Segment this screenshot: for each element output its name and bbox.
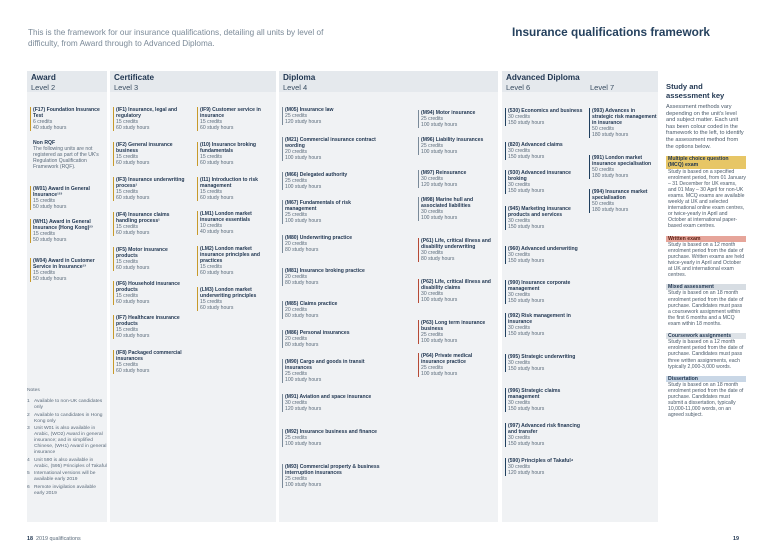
non-rqf-title: Non RQF xyxy=(33,140,56,146)
unit-hours: 100 study hours xyxy=(421,297,458,304)
unit-m80 xyxy=(282,235,382,253)
unit-credits: 20 credits xyxy=(285,241,308,248)
unit-name: (M92) Insurance business and finance xyxy=(285,429,377,435)
unit-credits: 15 credits xyxy=(116,119,139,126)
unit-credits: 25 credits xyxy=(285,476,308,483)
unit-if2 xyxy=(113,142,189,166)
unit-992 xyxy=(505,313,583,337)
unit-820 xyxy=(505,142,583,160)
unit-credits: 50 credits xyxy=(592,201,615,208)
unit-name: (IF4) Insurance claims handling process¹ xyxy=(116,212,170,225)
unit-hours: 120 study hours xyxy=(508,470,545,477)
unit-lm2 xyxy=(197,246,273,276)
unit-hours: 120 study hours xyxy=(421,182,458,189)
unit-hours: 40 study hours xyxy=(200,229,234,236)
unit-name: (IF8) Packaged commercial insurances xyxy=(116,350,182,363)
unit-993 xyxy=(589,108,657,138)
note-item xyxy=(27,399,107,411)
award-level: Level 2 xyxy=(31,83,56,92)
unit-hours: 60 study hours xyxy=(200,160,234,167)
unit-credits: 15 credits xyxy=(116,224,139,231)
unit-credits: 20 credits xyxy=(285,336,308,343)
unit-name: (IF7) Healthcare insurance products xyxy=(116,315,180,328)
unit-credits: 30 credits xyxy=(508,148,531,155)
unit-hours: 100 study hours xyxy=(285,218,322,225)
unit-credits: 15 credits xyxy=(33,198,56,205)
unit-name: (992) Risk management in insurance xyxy=(508,313,571,326)
unit-name: (M67) Fundamentals of risk management xyxy=(285,200,351,213)
note-item xyxy=(27,426,107,456)
unit-hours: 120 study hours xyxy=(285,119,322,126)
unit-name: (M81) Insurance broking practice xyxy=(285,268,365,274)
unit-hours: 50 study hours xyxy=(33,237,67,244)
key-desc-mcq: Study is based on a specified enrolment period, from 01 January – 31 December for UK exams, and 01 May – 30 April for non-UK exams. MCQ exams are available weekly at UK and selected international online exam centres, or twice-yearly in April and October at international paper-based exam centres. xyxy=(668,168,746,230)
key-tag-written: Written exam xyxy=(666,236,746,242)
unit-hours: 100 study hours xyxy=(421,149,458,156)
unit-name: (P62) Life, critical illness and disability claims xyxy=(421,279,491,292)
unit-m67 xyxy=(282,200,382,224)
unit-credits: 15 credits xyxy=(116,293,139,300)
key-desc-dissertation: Study is based on an 18 month enrolment period from the date of purchase. Candidates must submit a dissertation, typically 10,000-11,000 words, on an agreed subject. xyxy=(668,381,744,419)
unit-name: (M97) Reinsurance xyxy=(421,170,467,176)
unit-hours: 100 study hours xyxy=(421,215,458,222)
note-number: 3 xyxy=(27,426,30,431)
unit-p63 xyxy=(418,320,496,344)
page-number-left: 18 xyxy=(27,536,33,542)
unit-credits: 30 credits xyxy=(285,400,308,407)
note-number: 1 xyxy=(27,399,30,404)
unit-hours: 180 study hours xyxy=(592,132,629,139)
unit-credits: 30 credits xyxy=(508,218,531,225)
unit-credits: 30 credits xyxy=(421,176,444,183)
note-text: Remote invigilation available early 2019 xyxy=(34,484,96,496)
unit-m96 xyxy=(418,137,496,155)
unit-credits: 6 credits xyxy=(33,119,53,126)
key-tag-coursework: Coursework assignments xyxy=(666,333,746,339)
unit-m86 xyxy=(282,330,382,348)
unit-name: (990) Insurance corporate management xyxy=(508,280,571,293)
advanced-level-7: Level 7 xyxy=(590,83,615,92)
unit-credits: 25 credits xyxy=(421,365,444,372)
unit-name: (590) Principles of Takaful⁴ xyxy=(508,458,574,464)
note-item xyxy=(27,458,107,470)
key-tag-mixed: Mixed assessment xyxy=(666,284,746,290)
key-tag-mcq: Multiple choice question (MCQ) exam xyxy=(666,156,746,168)
unit-name: (M90) Cargo and goods in transit insurances xyxy=(285,359,365,372)
unit-credits: 25 credits xyxy=(285,371,308,378)
unit-name: (I11) Introduction to risk management xyxy=(200,177,259,190)
notes-heading: Notes xyxy=(27,388,40,393)
unit-credits: 30 credits xyxy=(508,360,531,367)
unit-hours: 120 study hours xyxy=(285,406,322,413)
unit-hours: 80 study hours xyxy=(285,247,319,254)
unit-credits: 25 credits xyxy=(285,113,308,120)
unit-530 xyxy=(505,108,583,126)
unit-name: (M05) Insurance law xyxy=(285,107,334,113)
unit-i10 xyxy=(197,142,273,166)
unit-credits: 30 credits xyxy=(508,325,531,332)
unit-hours: 100 study hours xyxy=(421,338,458,345)
certificate-level: Level 3 xyxy=(114,83,139,92)
unit-credits: 20 credits xyxy=(285,149,308,156)
unit-hours: 60 study hours xyxy=(116,299,150,306)
unit-credits: 15 credits xyxy=(116,189,139,196)
unit-lm3 xyxy=(197,287,273,311)
unit-if3 xyxy=(113,177,189,201)
unit-name: (M80) Underwriting practice xyxy=(285,235,353,241)
unit-m05 xyxy=(282,107,382,125)
unit-name: (F17) Foundation Insurance Test xyxy=(33,107,100,120)
unit-credits: 15 credits xyxy=(116,327,139,334)
unit-credits: 25 credits xyxy=(421,116,444,123)
unit-w04 xyxy=(30,258,104,282)
unit-name: (P63) Long term insurance business xyxy=(421,320,486,333)
unit-name: (IF2) General insurance business xyxy=(116,142,173,155)
unit-590 xyxy=(505,458,583,476)
note-number: 5 xyxy=(27,471,30,476)
unit-name: (LM3) London market underwriting principles xyxy=(200,287,257,300)
unit-hours: 100 study hours xyxy=(421,371,458,378)
unit-hours: 150 study hours xyxy=(508,331,545,338)
unit-name: (530) Economics and business xyxy=(508,108,583,114)
key-desc-coursework: Study is based on a 12 month enrolment period from the date of purchase. Candidates must pass three written assignments, each typically 2,000-3,000 words. xyxy=(668,339,744,370)
advanced-header xyxy=(502,71,658,92)
unit-credits: 20 credits xyxy=(285,307,308,314)
unit-credits: 25 credits xyxy=(421,332,444,339)
unit-credits: 30 credits xyxy=(508,182,531,189)
unit-990 xyxy=(505,280,583,304)
unit-credits: 30 credits xyxy=(508,435,531,442)
unit-hours: 80 study hours xyxy=(285,280,319,287)
unit-name: (W01) Award in General Insurance¹²³ xyxy=(33,186,90,199)
unit-hours: 60 study hours xyxy=(116,333,150,340)
note-text: Unit W01 is also available in Arabic, (WO2) Award in general insurance; and in simplified Chinese, (WH1) Award in general insurance xyxy=(34,426,107,455)
unit-credits: 15 credits xyxy=(33,270,56,277)
note-item xyxy=(27,485,107,497)
unit-name: (930) Advanced insurance broking xyxy=(508,170,571,183)
footer-text: 2019 qualifications xyxy=(36,536,81,542)
unit-name: (W04) Award in Customer Service in Insurance¹³ xyxy=(33,258,95,271)
unit-994 xyxy=(589,189,657,213)
unit-name: (P64) Private medical insurance practice xyxy=(421,353,473,366)
unit-hours: 60 study hours xyxy=(116,368,150,375)
unit-name: (M66) Delegated authority xyxy=(285,172,348,178)
note-number: 6 xyxy=(27,484,30,490)
unit-hours: 180 study hours xyxy=(592,207,629,214)
unit-hours: 180 study hours xyxy=(592,173,629,180)
unit-m91 xyxy=(282,394,382,412)
unit-hours: 100 study hours xyxy=(285,155,322,162)
note-text: Unit 590 is also available in Arabic, (595) Principles of Takaful xyxy=(34,457,107,469)
unit-credits: 15 credits xyxy=(33,231,56,238)
unit-credits: 15 credits xyxy=(200,299,223,306)
unit-credits: 10 credits xyxy=(200,223,223,230)
unit-hours: 150 study hours xyxy=(508,154,545,161)
unit-credits: 15 credits xyxy=(116,362,139,369)
award-title: Award xyxy=(31,73,56,82)
unit-hours: 60 study hours xyxy=(116,195,150,202)
unit-hours: 80 study hours xyxy=(421,256,455,263)
unit-m81 xyxy=(282,268,382,286)
note-number: 4 xyxy=(27,457,30,463)
unit-credits: 25 credits xyxy=(285,178,308,185)
unit-credits: 30 credits xyxy=(508,464,531,471)
unit-credits: 30 credits xyxy=(508,400,531,407)
unit-if7 xyxy=(113,315,189,339)
unit-credits: 30 credits xyxy=(421,291,444,298)
unit-hours: 80 study hours xyxy=(285,313,319,320)
note-text: Available to non-UK candidates only xyxy=(34,399,103,410)
unit-m21 xyxy=(282,137,382,161)
unit-hours: 100 study hours xyxy=(285,482,322,489)
unit-credits: 30 credits xyxy=(508,292,531,299)
unit-credits: 25 credits xyxy=(421,143,444,150)
unit-m92 xyxy=(282,429,382,447)
unit-name: (P61) Life, critical illness and disability underwriting xyxy=(421,238,491,251)
footer-left xyxy=(27,536,81,542)
certificate-title: Certificate xyxy=(114,73,155,82)
unit-m85 xyxy=(282,301,382,319)
unit-hours: 50 study hours xyxy=(33,276,67,283)
unit-name: (M86) Personal insurances xyxy=(285,330,350,336)
unit-w01 xyxy=(30,186,104,210)
unit-hours: 150 study hours xyxy=(508,224,545,231)
unit-hours: 60 study hours xyxy=(116,230,150,237)
unit-credits: 15 credits xyxy=(116,154,139,161)
diploma-header xyxy=(279,71,498,92)
unit-hours: 150 study hours xyxy=(508,120,545,127)
page-title: Insurance qualifications framework xyxy=(512,25,710,39)
unit-name: (997) Advanced risk financing and transfer xyxy=(508,423,580,436)
unit-name: (WH1) Award in General Insurance (Hong Kong)²³ xyxy=(33,219,93,232)
unit-hours: 100 study hours xyxy=(285,441,322,448)
unit-name: (991) London market insurance specialisation xyxy=(592,155,652,168)
unit-if6 xyxy=(113,281,189,305)
unit-name: (LM2) London market insurance principles and practices xyxy=(200,246,261,265)
non-rqf-note xyxy=(30,140,104,170)
note-text: International versions will be available early 2019 xyxy=(34,471,96,482)
unit-credits: 25 credits xyxy=(285,435,308,442)
unit-credits: 15 credits xyxy=(200,119,223,126)
unit-945 xyxy=(505,206,583,230)
unit-name: (IF5) Motor insurance products xyxy=(116,247,168,260)
unit-m98 xyxy=(418,197,496,221)
unit-hours: 150 study hours xyxy=(508,366,545,373)
unit-hours: 60 study hours xyxy=(116,265,150,272)
unit-991 xyxy=(589,155,657,179)
unit-name: (M85) Claims practice xyxy=(285,301,338,307)
non-rqf-text: The following units are not registered as part of the UK's Regulation Qualification Framework (RQF). xyxy=(33,146,99,171)
unit-if8 xyxy=(113,350,189,374)
assessment-key xyxy=(666,82,746,418)
page-number-right: 19 xyxy=(733,536,739,542)
unit-credits: 50 credits xyxy=(592,167,615,174)
notes-section xyxy=(27,388,107,498)
unit-credits: 30 credits xyxy=(421,250,444,257)
unit-i11 xyxy=(197,177,273,201)
note-item xyxy=(27,413,107,425)
unit-hours: 80 study hours xyxy=(285,342,319,349)
diploma-title: Diploma xyxy=(283,73,316,82)
award-header xyxy=(27,71,107,92)
key-intro: Assessment methods vary depending on the unit's level and subject matter. Each unit has been colour coded in the framework to the left, to identify the assessment method from the options below. xyxy=(666,104,744,150)
unit-m90 xyxy=(282,359,382,383)
unit-name: (IF1) Insurance, legal and regulatory xyxy=(116,107,178,120)
key-tag-dissertation: Dissertation xyxy=(666,376,746,382)
unit-hours: 60 study hours xyxy=(200,125,234,132)
unit-name: (M94) Motor insurance xyxy=(421,110,476,116)
unit-credits: 15 credits xyxy=(200,154,223,161)
unit-name: (M21) Commercial insurance contract wording xyxy=(285,137,376,150)
unit-credits: 25 credits xyxy=(285,212,308,219)
unit-name: (M98) Marine hull and associated liabilities xyxy=(421,197,474,210)
unit-p64 xyxy=(418,353,496,377)
key-heading: Study and assessment key xyxy=(666,82,725,100)
intro-text: This is the framework for our insurance qualifications, detailing all units by level of difficulty, from Award through to Advanced Diploma. xyxy=(28,28,324,48)
unit-m93 xyxy=(282,464,382,488)
unit-hours: 150 study hours xyxy=(508,298,545,305)
note-text: Available to candidates in Hong Kong only xyxy=(34,412,103,424)
unit-credits: 30 credits xyxy=(508,114,531,121)
certificate-header xyxy=(110,71,276,92)
unit-name: (820) Advanced claims xyxy=(508,142,563,148)
unit-credits: 15 credits xyxy=(200,189,223,196)
unit-name: (IF9) Customer service in insurance xyxy=(200,107,261,120)
unit-name: (960) Advanced underwriting xyxy=(508,246,578,252)
unit-credits: 20 credits xyxy=(285,274,308,281)
unit-hours: 50 study hours xyxy=(33,204,67,211)
unit-hours: 40 study hours xyxy=(33,125,67,132)
unit-hours: 150 study hours xyxy=(508,258,545,265)
unit-995 xyxy=(505,354,583,372)
unit-hours: 60 study hours xyxy=(200,305,234,312)
unit-hours: 150 study hours xyxy=(508,406,545,413)
unit-credits: 30 credits xyxy=(421,209,444,216)
unit-m66 xyxy=(282,172,382,190)
unit-997 xyxy=(505,423,583,447)
advanced-title: Advanced Diploma xyxy=(506,73,580,82)
unit-930 xyxy=(505,170,583,194)
note-item xyxy=(27,471,107,483)
unit-f17 xyxy=(30,107,104,131)
unit-hours: 100 study hours xyxy=(285,377,322,384)
unit-name: (IF6) Household insurance products xyxy=(116,281,180,294)
unit-hours: 60 study hours xyxy=(116,125,150,132)
unit-hours: 60 study hours xyxy=(116,160,150,167)
unit-name: (M96) Liability insurances xyxy=(421,137,484,143)
note-number: 2 xyxy=(27,412,30,418)
unit-name: (M91) Aviation and space insurance xyxy=(285,394,372,400)
unit-if1 xyxy=(113,107,189,131)
unit-name: (I10) Insurance broking fundamentals xyxy=(200,142,257,155)
unit-name: (996) Strategic claims management xyxy=(508,388,561,401)
unit-lm1 xyxy=(197,211,273,235)
unit-hours: 100 study hours xyxy=(421,122,458,129)
unit-m94 xyxy=(418,110,496,128)
unit-name: (M93) Commercial property & business interruption insurances xyxy=(285,464,380,477)
unit-hours: 60 study hours xyxy=(200,195,234,202)
unit-name: (IF3) Insurance underwriting process¹ xyxy=(116,177,185,190)
unit-if5 xyxy=(113,247,189,271)
unit-name: (LM1) London market insurance essentials xyxy=(200,211,252,224)
advanced-level-6: Level 6 xyxy=(506,83,531,92)
unit-p62 xyxy=(418,279,496,303)
unit-m97 xyxy=(418,170,496,188)
unit-wh1 xyxy=(30,219,104,243)
unit-name: (995) Strategic underwriting xyxy=(508,354,576,360)
unit-credits: 30 credits xyxy=(508,252,531,259)
unit-credits: 15 credits xyxy=(116,259,139,266)
unit-p61 xyxy=(418,238,496,262)
unit-hours: 150 study hours xyxy=(508,441,545,448)
unit-credits: 15 credits xyxy=(200,264,223,271)
unit-hours: 60 study hours xyxy=(200,270,234,277)
key-desc-mixed: Study is based on an 18 month enrolment period from the date of purchase. Candidates must pass a coursework assignment within the first 6 months and a MCQ exam within 18 months. xyxy=(668,290,744,327)
unit-credits: 50 credits xyxy=(592,126,615,133)
key-desc-written: Study is based on a 12 month enrolment period from the date of purchase. Written exams are held twice-yearly in April and October at UK and international exam centres. xyxy=(668,241,745,279)
footer-right xyxy=(733,536,739,542)
unit-name: (993) Advances in strategic risk management in insurance xyxy=(592,108,657,127)
unit-if9 xyxy=(197,107,273,131)
unit-name: (945) Marketing insurance products and services xyxy=(508,206,571,219)
unit-hours: 150 study hours xyxy=(508,188,545,195)
unit-960 xyxy=(505,246,583,264)
unit-996 xyxy=(505,388,583,412)
unit-if4 xyxy=(113,212,189,236)
unit-name: (994) Insurance market specialisation xyxy=(592,189,648,202)
diploma-level: Level 4 xyxy=(283,83,308,92)
unit-hours: 100 study hours xyxy=(285,184,322,191)
